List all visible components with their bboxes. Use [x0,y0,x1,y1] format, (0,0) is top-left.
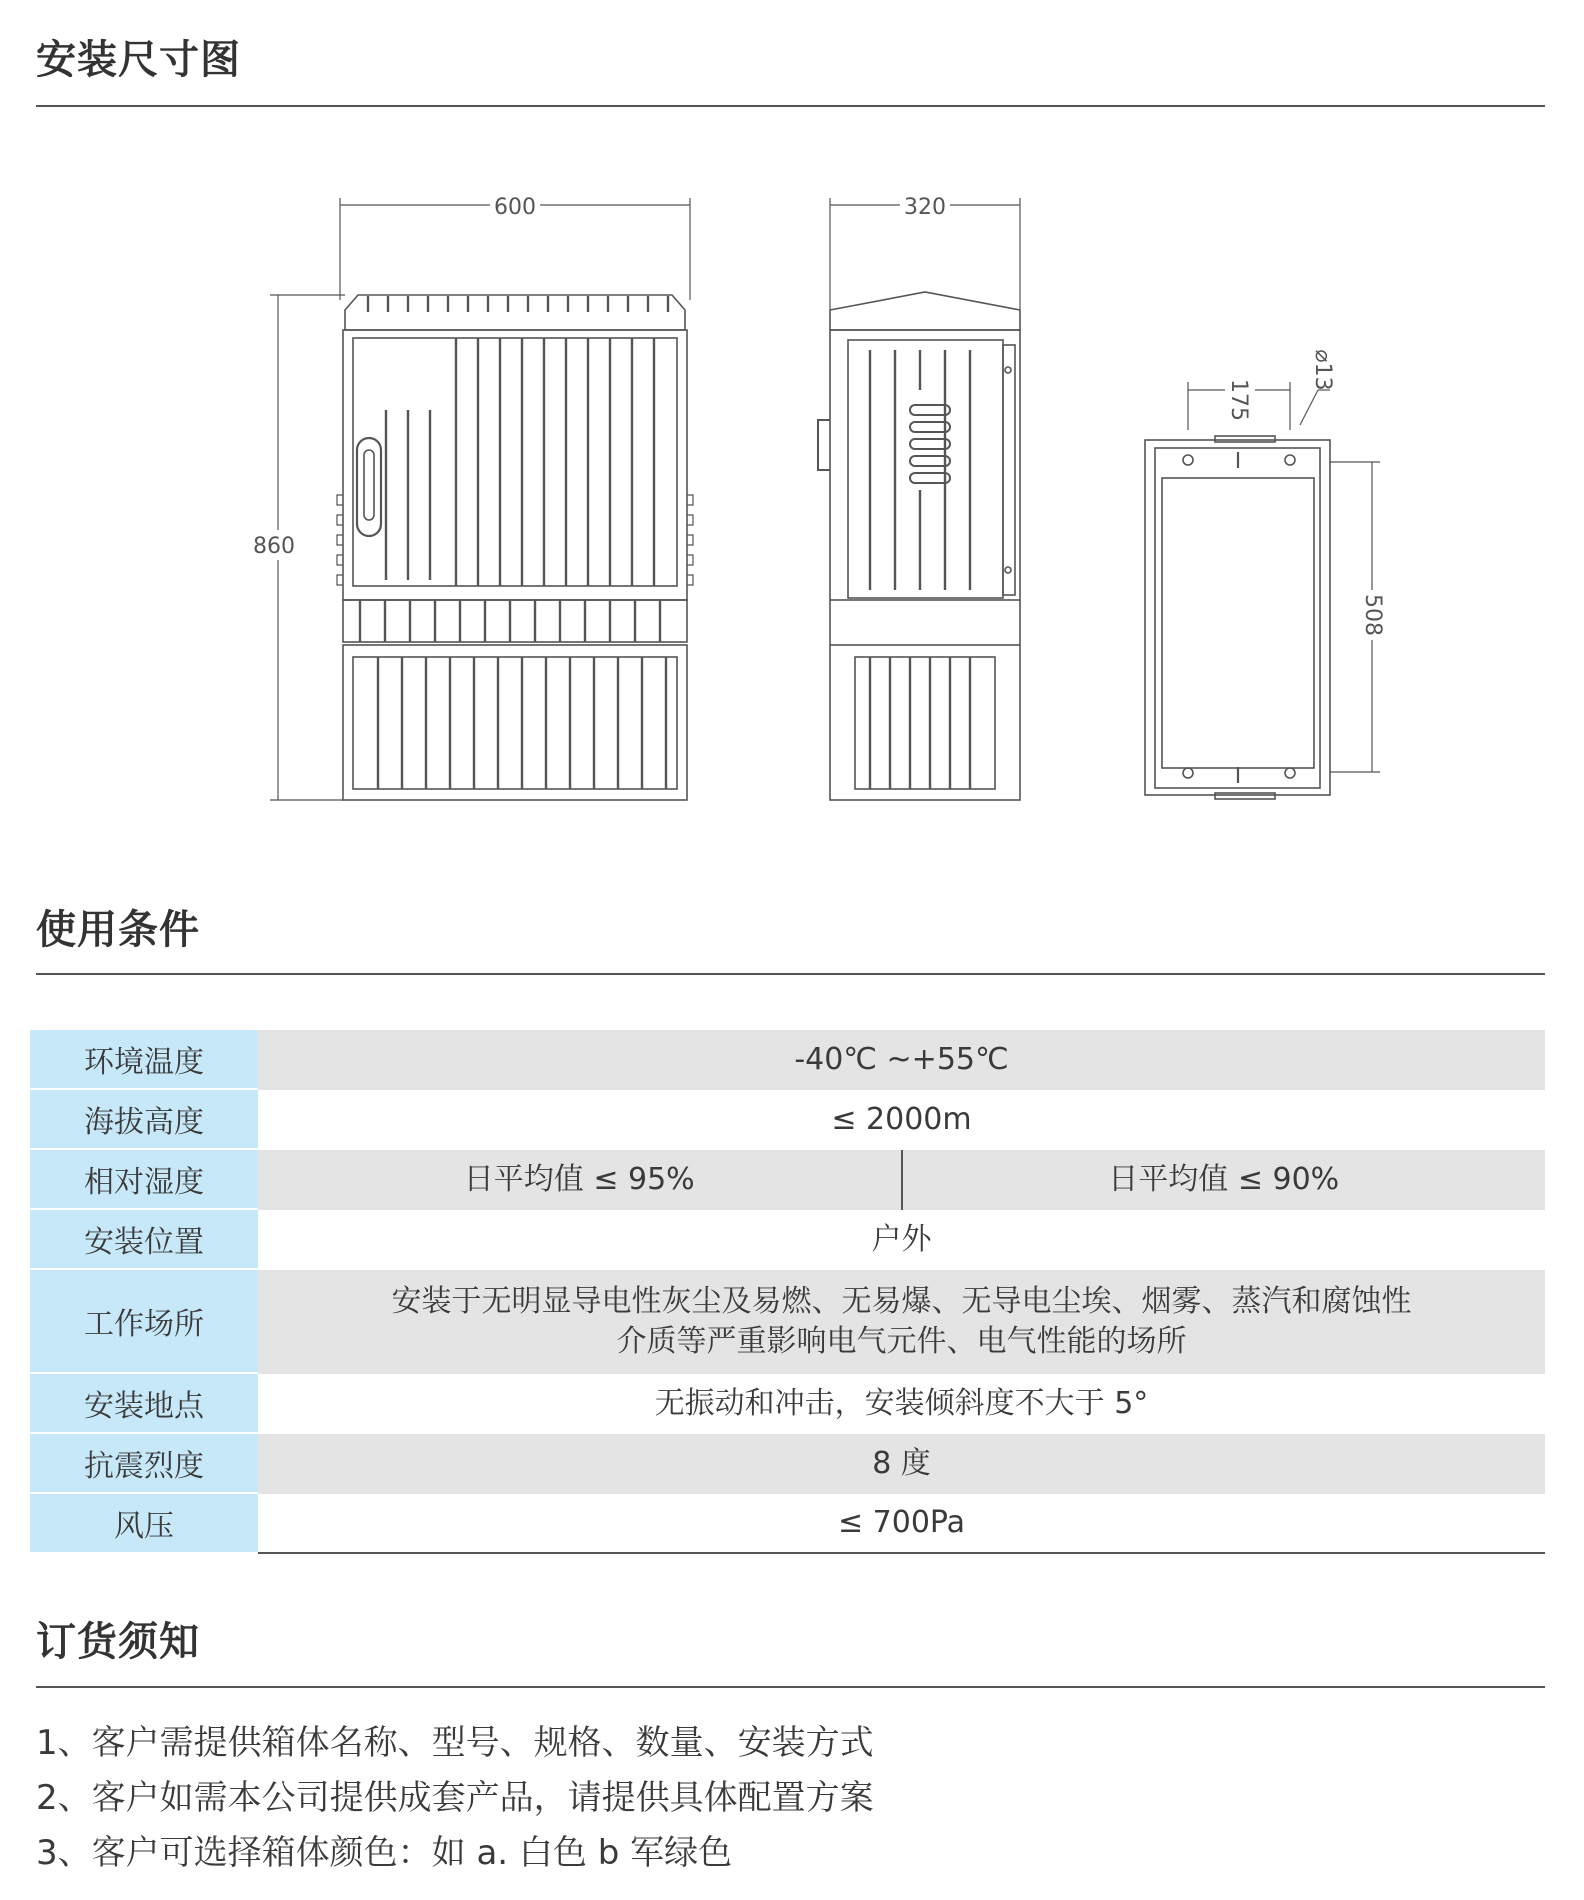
row-value: ≤ 2000m [258,1090,1545,1150]
row-label: 工作场所 [30,1270,258,1374]
divider [36,1686,1545,1688]
row-label: 抗震烈度 [30,1434,258,1494]
row-label: 安装地点 [30,1374,258,1434]
dim-860: 860 [253,534,295,559]
row-value: 无振动和冲击，安装倾斜度不大于 5° [258,1374,1545,1434]
mounting-view [1145,382,1380,799]
row-value: ≤ 700Pa [258,1494,1545,1554]
table-row [30,1270,1545,1374]
row-value: -40℃ ~+55℃ [258,1030,1545,1090]
divider [36,973,1545,975]
row-value-left: 日平均值 ≤ 95% [258,1150,903,1210]
dim-600: 600 [494,195,536,220]
table-row [30,1150,1545,1210]
installation-drawing [0,160,1584,820]
row-label: 安装位置 [30,1210,258,1270]
row-label: 风压 [30,1494,258,1554]
row-value-line: 介质等严重影响电气元件、电气性能的场所 [616,1324,1187,1359]
section-title-drawing: 安装尺寸图 [36,37,241,83]
divider [36,105,1545,107]
row-value: 户外 [258,1210,1545,1270]
row-label: 海拔高度 [30,1090,258,1150]
row-value: 8 度 [258,1434,1545,1494]
list-item: 1、客户需提供箱体名称、型号、规格、数量、安装方式 [36,1723,874,1763]
front-view [270,198,693,800]
table-row [30,1494,1545,1554]
row-value [258,1270,1545,1374]
dim-508: 508 [1360,594,1385,636]
dim-320: 320 [904,195,946,220]
dim-175: 175 [1226,379,1251,421]
table-row [30,1210,1545,1270]
list-item: 2、客户如需本公司提供成套产品，请提供具体配置方案 [36,1778,874,1818]
section-title-conditions: 使用条件 [36,907,200,953]
dim-hole-diameter: ⌀13 [1310,349,1335,391]
row-value-line: 安装于无明显导电性灰尘及易燃、无易爆、无导电尘埃、烟雾、蒸汽和腐蚀性 [391,1284,1412,1319]
order-notes [36,1716,874,1881]
table-row [30,1090,1545,1150]
conditions-table [30,1030,1545,1554]
row-value-right: 日平均值 ≤ 90% [1108,1162,1340,1197]
table-row [30,1434,1545,1494]
section-title-order: 订货须知 [36,1619,200,1665]
table-row [30,1374,1545,1434]
row-label: 环境温度 [30,1030,258,1090]
table-row [30,1030,1545,1090]
side-view [818,198,1020,800]
row-label: 相对湿度 [30,1150,258,1210]
list-item: 3、客户可选择箱体颜色：如 a. 白色 b 军绿色 [36,1833,733,1873]
row-value-split [258,1150,1545,1210]
